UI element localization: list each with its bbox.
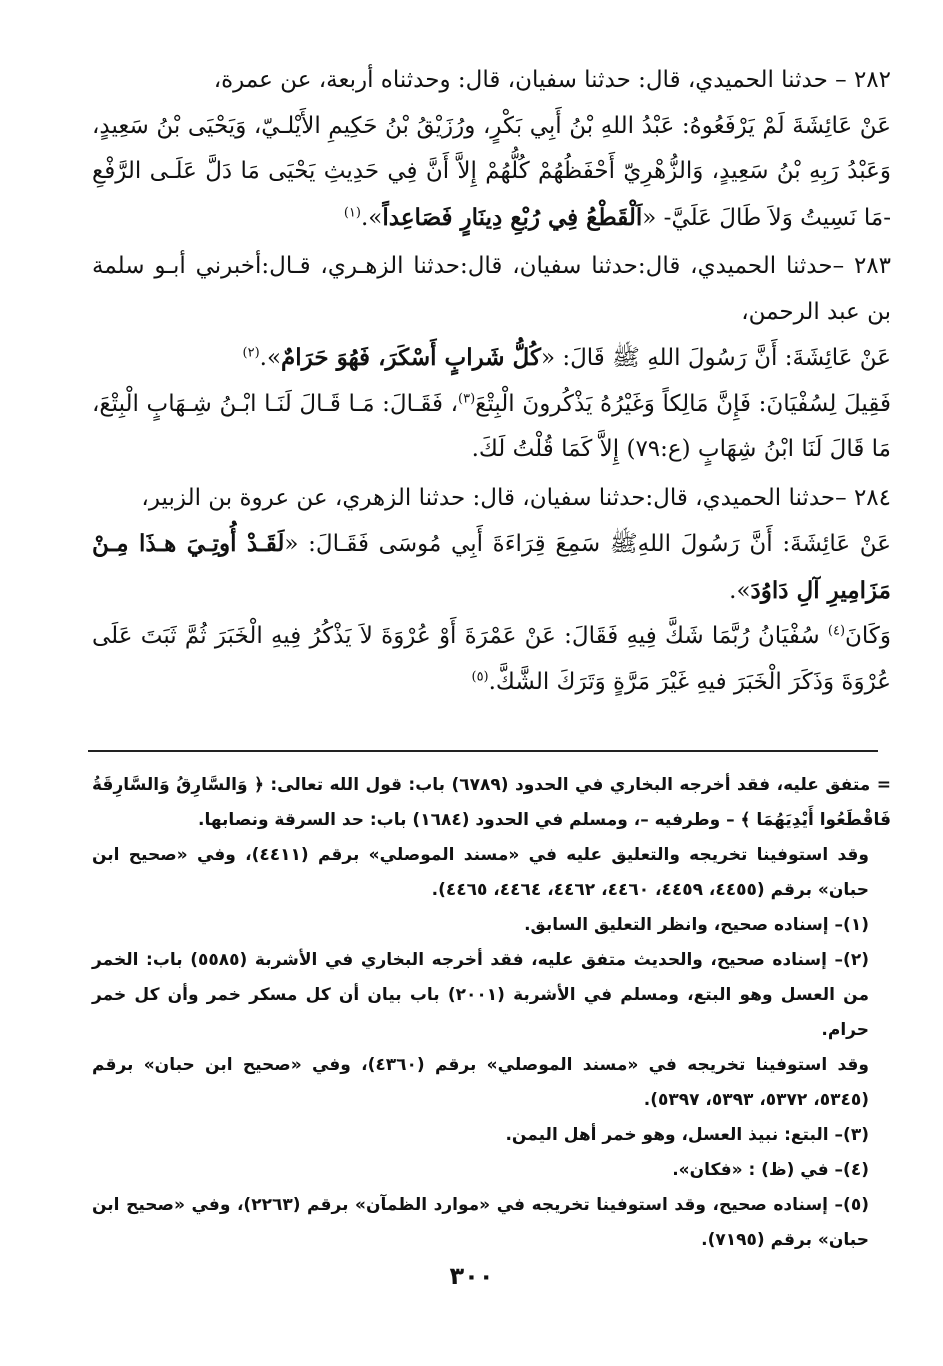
- footnote-ref-3: (٣): [458, 390, 476, 406]
- hadith-282-body: عَنْ عَائِشَةَ لَمْ يَرْفَعُوهُ: عَبْدُ اللهِ بْنُ أَبِي بَكْرٍ، ورُزَيْقُ بْنُ حَكِيمِ الأَيْلـيّ، وَيَحْيَى بْنُ سَعِيدٍ، وَعَبْدُ رَبِهِ بْنُ سَعِيدٍ، وَالزُّهْرِيّ أَحْفَظُهُمْ كُلُّهُمْ إِلاَّ أَنَّ فِي حَدِيثِ يَحْيَى مَا دَلَّ عَلَـى الرَّفْعِ -مَا نَسِيتُ وَلاَ طَالَ عَلَيَّ- «: [92, 112, 891, 231]
- hadith-283-close: ».: [259, 345, 282, 371]
- hadith-284-isnad: ٢٨٤ –حدثنا الحميدي، قال:حدثنا سفيان، قال: حدثنا الزهري، عن عروة بن الزبير،: [141, 484, 891, 511]
- footnote-2: (٢)– إسناده صحيح، والحديث متفق عليه، فقد أخرجه البخاري في الأشربة (٥٥٨٥) باب: الخمر من العسل وهو البتع، ومسلم في الأشربة (٢٠٠١) باب بيان أن كل مسكر خمر وأن كل خمر حرام.: [92, 950, 869, 1040]
- hadith-283-followup-a: فَقِيلَ لِسُفْيَانَ: فَإِنَّ مَالِكاً وَغَيْرُهُ يَذْكُرونَ الْبِتْعَ: [475, 390, 891, 417]
- footnote-separator: [88, 750, 878, 752]
- footnote-5: (٥)– إسناده صحيح، وقد استوفينا تخريجه في «موارد الظمآن» برقم (٢٢٦٣)، وفي «صحيح ابن حبان» برقم (٧١٩٥).: [92, 1195, 870, 1250]
- hadith-283-text: [92, 335, 891, 382]
- footnote-3: (٣)– البتع: نبيذ العسل، وهو خمر أهل اليمن.: [505, 1125, 869, 1145]
- footnote-2-extra: وقد استوفينا تخريجه في «مسند الموصلي» برقم (٤٣٦٠)، وفي «صحيح ابن حبان» برقم (٥٣٤٥، ٥٣٧٢، ٥٣٩٣، ٥٣٩٧).: [92, 1055, 869, 1110]
- hadith-284-quote: لَقَـدْ أُوتِـيَ هـذَا مِـنْ مَزَامِيرِ آلِ دَاوُدَ: [92, 530, 891, 604]
- page-number: ٣٠٠: [449, 1262, 494, 1290]
- hadith-282-quote: اَلْقَطْعُ فِي رُبْعِ دِينَارٍ فَصَاعِداً: [382, 203, 643, 231]
- footnote-ref-1: (١): [343, 204, 361, 220]
- footnote-continuation-2: وقد استوفينا تخريجه والتعليق عليه في «مسند الموصلي» برقم (٤٤١١)، وفي «صحيح ابن حبان» برقم (٤٤٥٥، ٤٤٥٩، ٤٤٦٠، ٤٤٦٢، ٤٤٦٤، ٤٤٦٥).: [92, 845, 869, 900]
- footnote-ref-2: (٢): [242, 345, 260, 361]
- hadith-283-isnad: ٢٨٣ –حدثنا الحميدي، قال:حدثنا سفيان، قال:حدثنا الزهـري، قـال:أخبرني أبـو سلمة بن عبد الرحمن،: [92, 253, 891, 325]
- hadith-283-followup: [92, 382, 891, 473]
- hadith-284-text: [92, 521, 891, 614]
- hadith-284-kana-a: وَكَانَ: [845, 623, 891, 649]
- hadith-282-close: ».: [360, 204, 383, 231]
- footnote-continuation: = متفق عليه، فقد أخرجه البخاري في الحدود (٦٧٨٩) باب: قول الله تعالى: ﴿ وَالسَّارِقُ وَالسَّارِقَةُ فَاقْطَعُوا أَيْدِيَهُمَا ﴾ – وطرفيه –، ومسلم في الحدود (١٦٨٤) باب: حد السرقة ونصابها.: [92, 775, 891, 830]
- footnotes: [92, 768, 891, 1258]
- hadith-282-text: [92, 104, 891, 242]
- hadith-284-close: ».: [729, 577, 751, 604]
- hadith-282-isnad: ٢٨٢ – حدثنا الحميدي، قال: حدثنا سفيان، قال: وحدثناه أربعة، عن عمرة،: [213, 67, 891, 93]
- hadith-284-kana: [92, 614, 891, 705]
- footnote-ref-5: (٥): [471, 668, 489, 684]
- footnote-1: (١)– إسناده صحيح، وانظر التعليق السابق.: [524, 915, 869, 935]
- hadith-283-followup-b: ، فَقَـالَ: مَـا قَـالَ لَنَـا ابْـنُ شِـهَابٍ الْبِتْعَ، مَا قَالَ لَنَا ابْنُ شِهَابٍ (ع:٧٩) إِلاَّ كَمَا قُلْتُ لَكَ.: [92, 390, 891, 462]
- footnote-4: (٤)– في (ظ) : «فكان».: [672, 1160, 869, 1180]
- footnote-ref-4: (٤): [827, 623, 846, 639]
- hadith-284-kana-b: سُفْيَانُ رُبَّمَا شَكَّ فِيهِ فَقَالَ: عَنْ عَمْرَةَ أَوْ عُرْوَةَ لاَ يَذْكُرُ فِيهِ الْخَبَرَ ثُمَّ ثَبَتَ عَلَى عُرْوَةَ وَذَكَرَ الْخَبَرَ فيهِ غَيْرَ مَرَّةٍ وَتَرَكَ الشَّكَّ.: [92, 623, 891, 695]
- hadith-284-body: عَنْ عَائِشَةَ: أَنَّ رَسُولَ اللهِﷺ سَمِعَ قِرَاءَةَ أَبِي مُوسَى فَقَـالَ: «: [284, 531, 891, 557]
- hadith-283-body: عَنْ عَائِشَةَ: أَنَّ رَسُولَ اللهِ ﷺ قَالَ: «: [540, 345, 891, 371]
- main-text: [92, 58, 891, 705]
- hadith-283-quote: كُلُّ شَرابٍ أَسْكَرَ، فَهُوَ حَرَامٌ: [281, 344, 541, 371]
